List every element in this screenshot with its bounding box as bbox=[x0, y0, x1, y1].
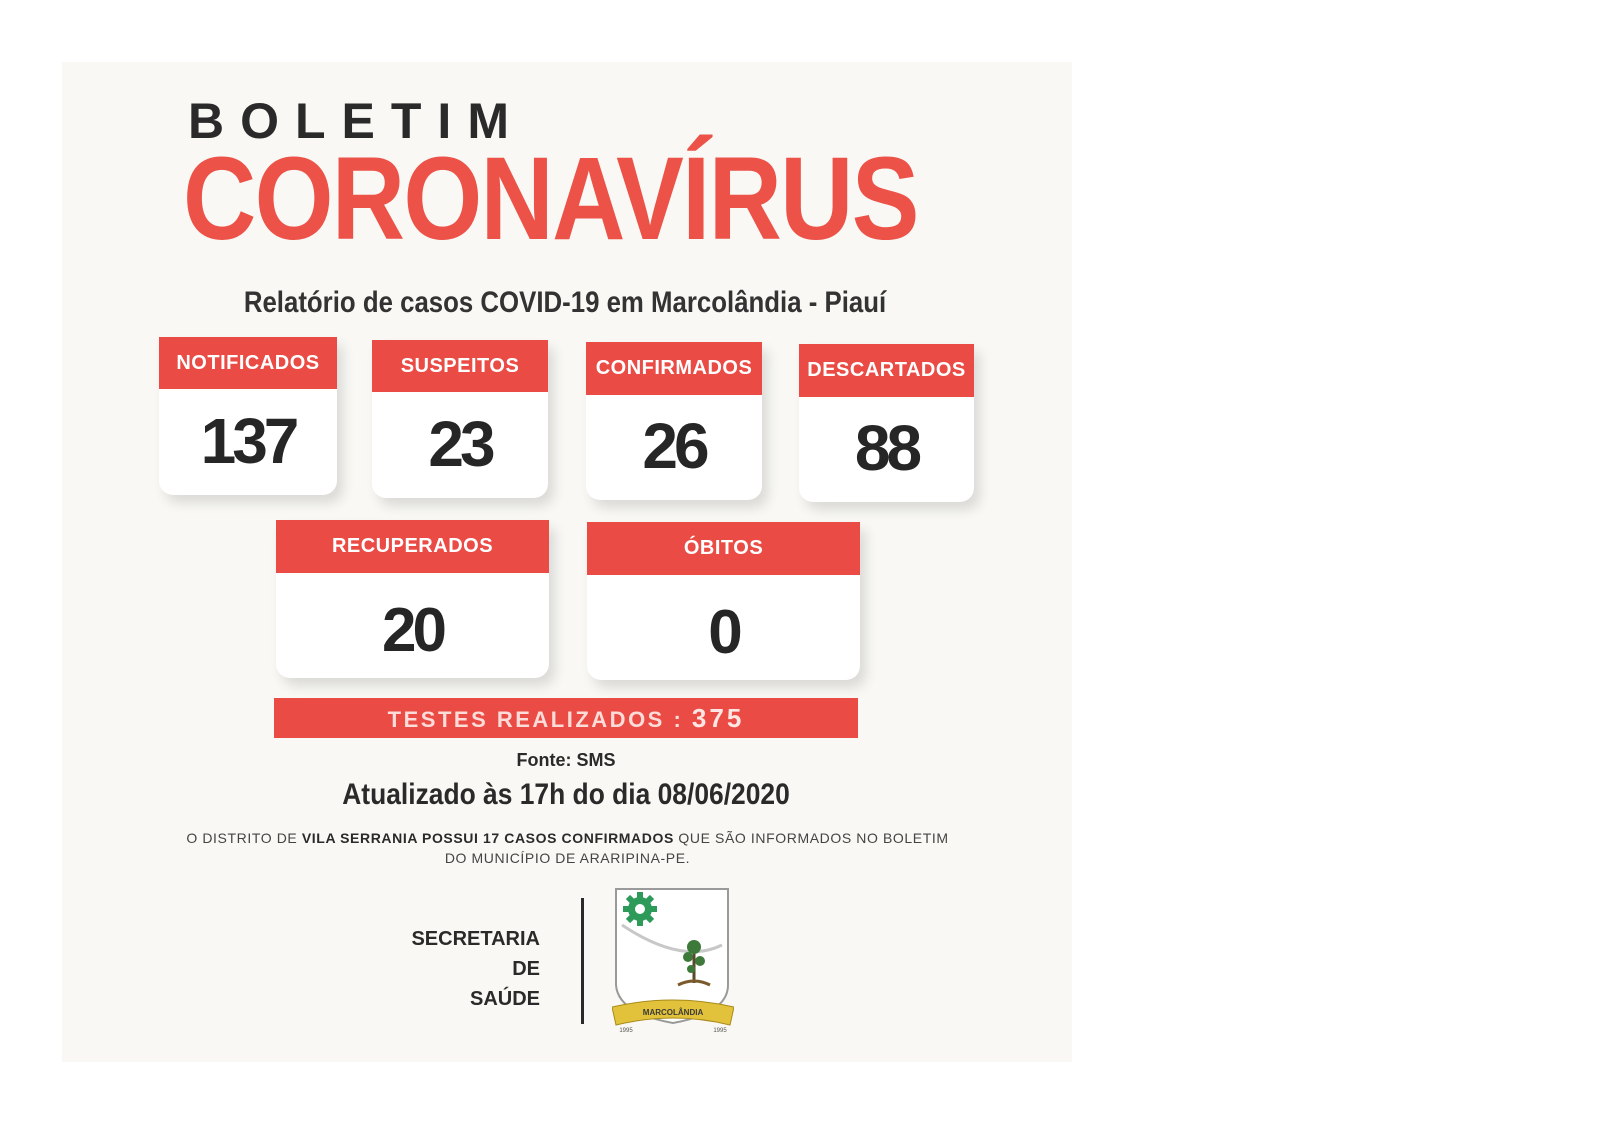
note-text-2: QUE SÃO INFORMADOS NO BOLETIM DO MUNICÍPIO DE ARARIPINA-PE. bbox=[444, 830, 949, 866]
municipal-crest bbox=[612, 885, 734, 1035]
tests-label: TESTES REALIZADOS : bbox=[387, 707, 684, 732]
stat-label: ÓBITOS bbox=[587, 522, 860, 575]
source-line: Fonte: SMS bbox=[516, 750, 616, 770]
district-note bbox=[180, 828, 955, 868]
stat-value: 88 bbox=[854, 412, 919, 484]
crest-year-right: 1995 bbox=[713, 1028, 727, 1034]
stat-value: 20 bbox=[382, 596, 443, 665]
tests-value: 375 bbox=[691, 703, 745, 733]
stat-card-notificados bbox=[159, 337, 337, 495]
stat-label: DESCARTADOS bbox=[799, 344, 974, 397]
footer-divider bbox=[581, 898, 584, 1024]
stat-label: SUSPEITOS bbox=[372, 340, 548, 392]
crest-ribbon-text: MARCOLÂNDIA bbox=[642, 1008, 704, 1017]
bulletin-title: CORONAVÍRUS bbox=[183, 133, 918, 265]
stat-label: RECUPERADOS bbox=[276, 520, 549, 573]
secretaria-label bbox=[380, 924, 540, 1014]
bulletin-subtitle: Relatório de casos COVID-19 em Marcolândia - Piauí bbox=[243, 286, 887, 319]
stat-label: NOTIFICADOS bbox=[159, 337, 337, 389]
secretaria-line-2: SAÚDE bbox=[469, 988, 540, 1010]
updated-line: Atualizado às 17h do dia 08/06/2020 bbox=[342, 778, 790, 811]
stat-value: 0 bbox=[708, 598, 739, 667]
tests-performed-bar bbox=[274, 698, 858, 738]
stat-card-confirmados bbox=[586, 342, 762, 500]
secretaria-line-1: SECRETARIA DE bbox=[411, 928, 540, 980]
stat-card-recuperados bbox=[276, 520, 549, 678]
bulletin-kicker: BOLETIM bbox=[188, 93, 525, 149]
note-text-bold: VILA SERRANIA POSSUI 17 CASOS CONFIRMADOS bbox=[301, 830, 674, 846]
crest-year-left: 1995 bbox=[619, 1028, 633, 1034]
stat-card-suspeitos bbox=[372, 340, 548, 498]
stat-value: 137 bbox=[200, 405, 296, 477]
stat-value: 26 bbox=[642, 410, 706, 482]
stat-value: 23 bbox=[428, 408, 492, 480]
gear-icon bbox=[623, 892, 657, 926]
stat-label: CONFIRMADOS bbox=[586, 342, 762, 395]
stat-card-obitos bbox=[587, 522, 860, 680]
stat-card-descartados bbox=[799, 344, 974, 502]
note-text-1: O DISTRITO DE bbox=[186, 830, 302, 846]
